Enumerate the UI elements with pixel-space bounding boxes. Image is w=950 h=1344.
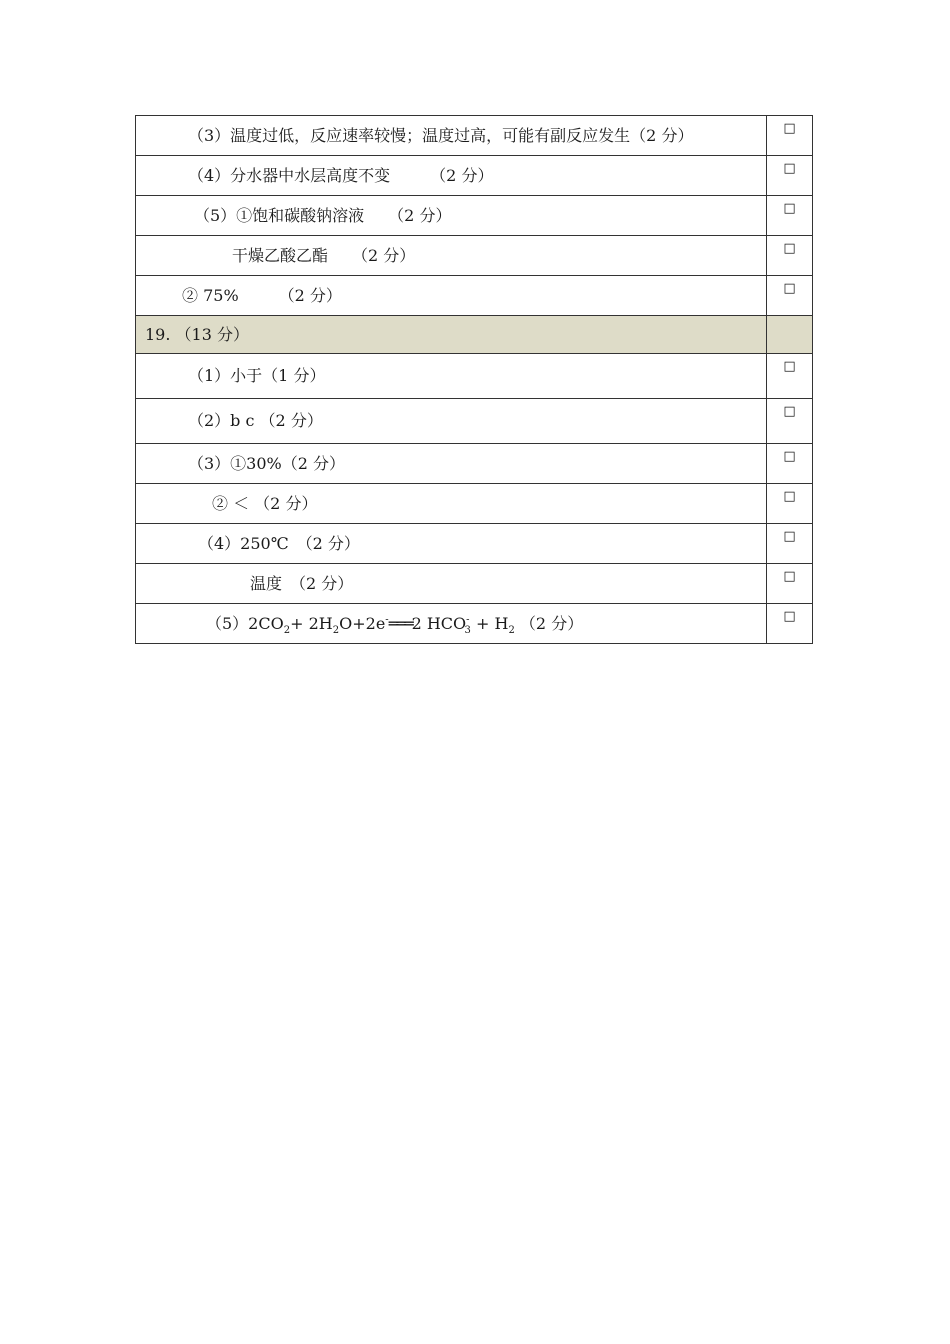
answer-cell bbox=[136, 236, 767, 276]
answer-cell bbox=[136, 399, 767, 444]
answer-row bbox=[136, 604, 813, 644]
answer-text: （3）温度过低，反应速率较慢；温度过高，可能有副反应发生（2 分） bbox=[188, 125, 694, 145]
answer-cell bbox=[136, 156, 767, 196]
answer-cell bbox=[136, 196, 767, 236]
equation-superscript: - bbox=[385, 614, 389, 626]
answer-cell bbox=[136, 354, 767, 399]
answer-text: （3）①30%（2 分） bbox=[188, 453, 346, 473]
checkbox-icon[interactable]: □ bbox=[767, 399, 813, 444]
answer-text: ② 75% （2 分） bbox=[182, 285, 342, 305]
answer-text: （2）b c （2 分） bbox=[188, 411, 323, 430]
checkbox-icon[interactable]: □ bbox=[767, 564, 813, 604]
answer-row bbox=[136, 444, 813, 484]
equation-arrow: ═══ bbox=[388, 613, 412, 633]
answer-cell bbox=[136, 116, 767, 156]
answer-row bbox=[136, 276, 813, 316]
answer-text: ② ＜ （2 分） bbox=[212, 493, 318, 513]
answer-row bbox=[136, 564, 813, 604]
header-check-cell bbox=[767, 316, 813, 354]
equation-part: + 2H bbox=[290, 613, 333, 633]
checkbox-icon[interactable]: □ bbox=[767, 604, 813, 644]
answer-row bbox=[136, 116, 813, 156]
question-header-cell bbox=[136, 316, 767, 354]
equation-subscript: 2 bbox=[332, 624, 340, 636]
equation-prefix: （5）2CO bbox=[206, 613, 284, 633]
equation-text bbox=[136, 613, 584, 636]
answer-row bbox=[136, 196, 813, 236]
answer-cell bbox=[136, 276, 767, 316]
equation-subscript: 2 bbox=[508, 624, 515, 636]
answer-row bbox=[136, 399, 813, 444]
checkbox-icon[interactable]: □ bbox=[767, 196, 813, 236]
answer-row bbox=[136, 354, 813, 399]
answer-cell bbox=[136, 524, 767, 564]
answer-text: （5）①饱和碳酸钠溶液 （2 分） bbox=[194, 205, 452, 225]
answer-cell bbox=[136, 564, 767, 604]
answer-row bbox=[136, 524, 813, 564]
answer-cell bbox=[136, 444, 767, 484]
answer-cell bbox=[136, 604, 767, 644]
question-number: 19. （13 分） bbox=[145, 324, 249, 344]
answer-text: 干燥乙酸乙酯 （2 分） bbox=[232, 245, 416, 265]
checkbox-icon[interactable]: □ bbox=[767, 156, 813, 196]
answer-text: （1）小于（1 分） bbox=[188, 366, 326, 385]
checkbox-icon[interactable]: □ bbox=[767, 444, 813, 484]
answer-text: （4）分水器中水层高度不变 （2 分） bbox=[188, 165, 494, 185]
checkbox-icon[interactable]: □ bbox=[767, 116, 813, 156]
checkbox-icon[interactable]: □ bbox=[767, 276, 813, 316]
equation-part: 2 HCO bbox=[411, 613, 467, 633]
question-header-row bbox=[136, 316, 813, 354]
equation-part: + H bbox=[470, 613, 509, 633]
answer-text: （4）250℃ （2 分） bbox=[198, 533, 360, 553]
answer-row bbox=[136, 236, 813, 276]
answer-cell bbox=[136, 484, 767, 524]
answer-row bbox=[136, 156, 813, 196]
equation-part: O+2e bbox=[339, 613, 386, 633]
equation-subscript: 2 bbox=[283, 624, 291, 636]
answer-row bbox=[136, 484, 813, 524]
checkbox-icon[interactable]: □ bbox=[767, 354, 813, 399]
answer-text: 温度 （2 分） bbox=[250, 573, 354, 593]
checkbox-icon[interactable]: □ bbox=[767, 484, 813, 524]
checkbox-icon[interactable]: □ bbox=[767, 524, 813, 564]
equation-superscript: - bbox=[466, 614, 470, 626]
equation-subscript: 3 bbox=[464, 624, 471, 636]
equation-score: （2 分） bbox=[519, 613, 584, 633]
checkbox-icon[interactable]: □ bbox=[767, 236, 813, 276]
answer-table bbox=[135, 115, 813, 644]
